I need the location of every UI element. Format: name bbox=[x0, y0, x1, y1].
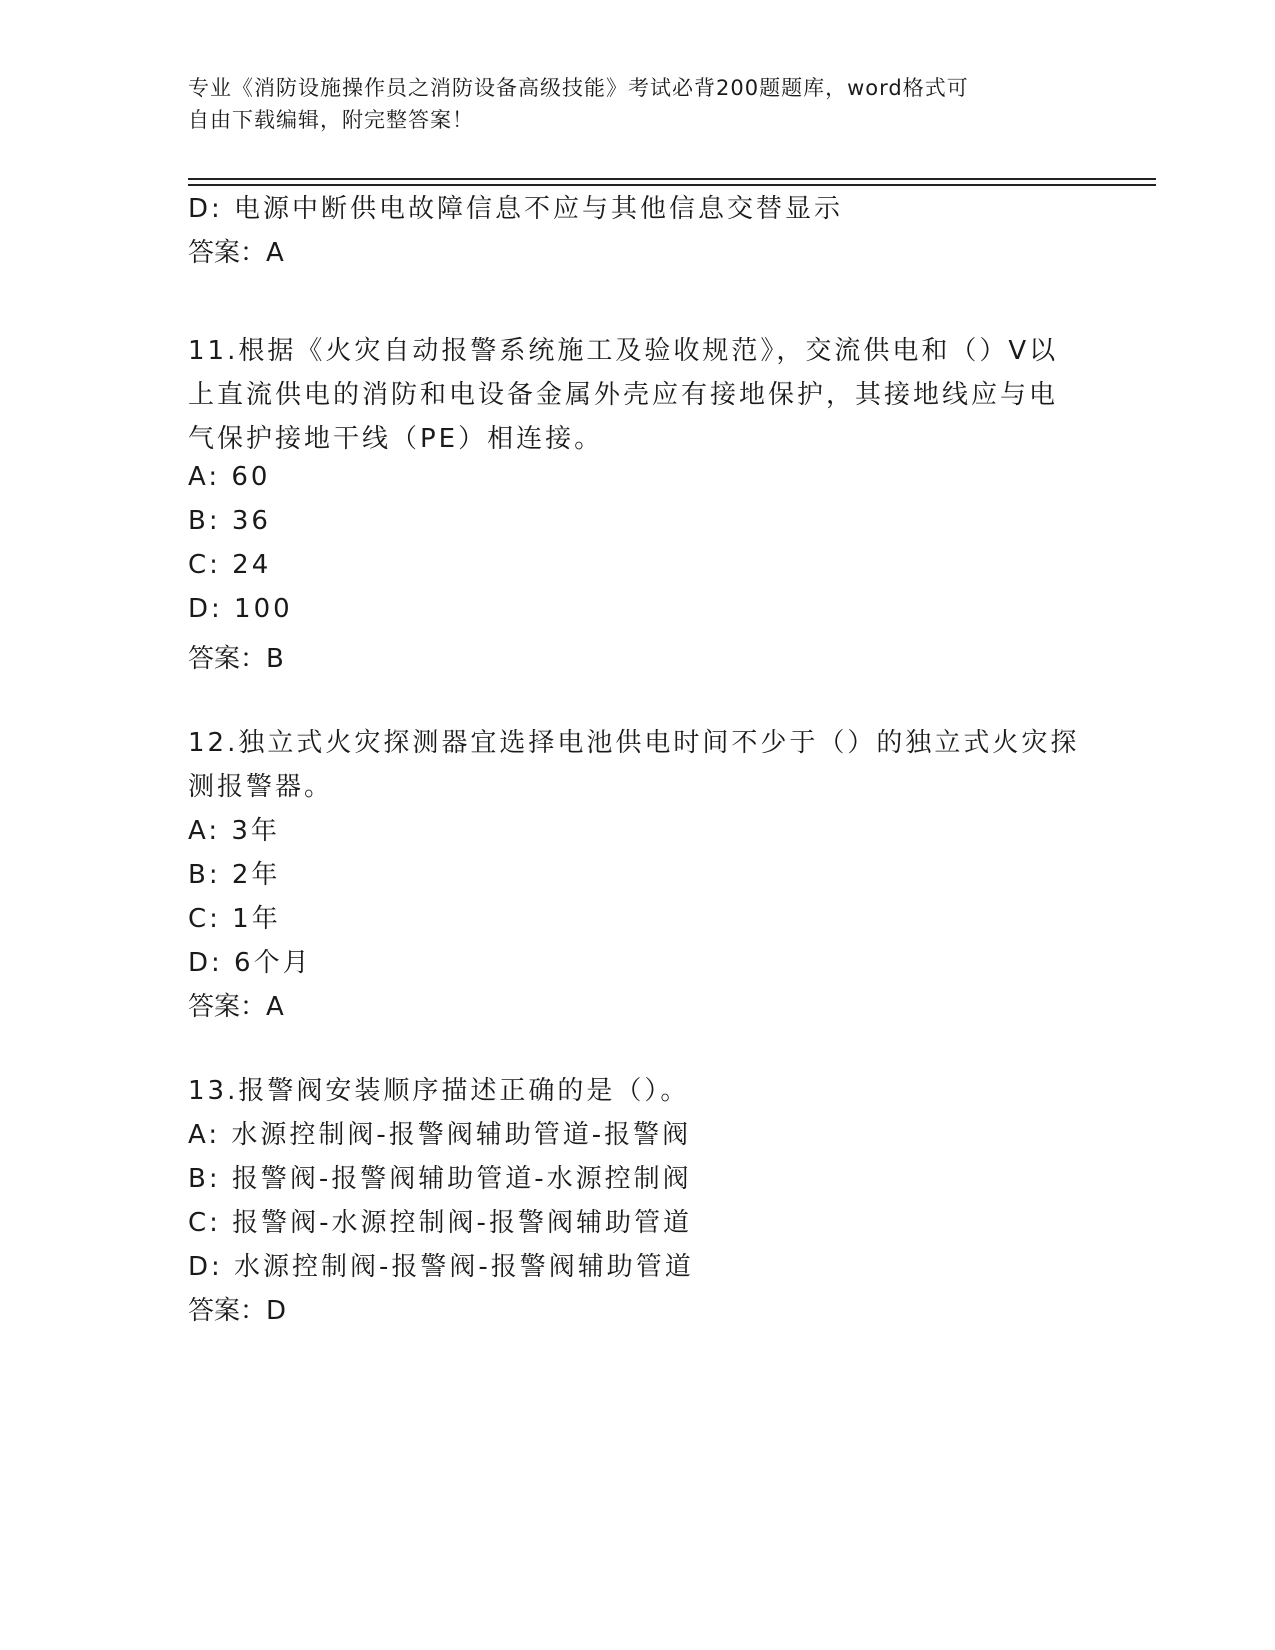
q13-option-c: C: 报警阀-水源控制阀-报警阀辅助管道 bbox=[188, 1208, 692, 1238]
header-divider-bottom bbox=[188, 184, 1156, 186]
q11-text-line-3: 气保护接地干线（PE）相连接。 bbox=[188, 424, 604, 454]
q11-option-a: A: 60 bbox=[188, 462, 271, 492]
q11-option-b: B: 36 bbox=[188, 506, 271, 536]
q12-answer: 答案：A bbox=[188, 992, 284, 1022]
q13-answer: 答案：D bbox=[188, 1296, 287, 1326]
q11-text-line-2: 上直流供电的消防和电设备金属外壳应有接地保护，其接地线应与电 bbox=[188, 380, 1059, 410]
q11-option-d: D: 100 bbox=[188, 594, 293, 624]
q13-option-a: A: 水源控制阀-报警阀辅助管道-报警阀 bbox=[188, 1120, 692, 1150]
q11-option-c: C: 24 bbox=[188, 550, 272, 580]
q12-option-b: B: 2年 bbox=[188, 860, 281, 890]
q12-option-a: A: 3年 bbox=[188, 816, 280, 846]
prev-answer: 答案：A bbox=[188, 238, 284, 268]
header-divider-top bbox=[188, 178, 1156, 180]
q12-text-line-2: 测报警器。 bbox=[188, 772, 334, 802]
q13-option-b: B: 报警阀-报警阀辅助管道-水源控制阀 bbox=[188, 1164, 692, 1194]
header-line-1: 专业《消防设施操作员之消防设备高级技能》考试必背200题题库，word格式可 bbox=[188, 76, 969, 100]
q11-text-line-1: 11.根据《火灾自动报警系统施工及验收规范》，交流供电和（）V以 bbox=[188, 336, 1059, 366]
header-line-2: 自由下载编辑，附完整答案！ bbox=[188, 108, 474, 132]
q12-text-line-1: 12.独立式火灾探测器宜选择电池供电时间不少于（）的独立式火灾探 bbox=[188, 728, 1080, 758]
q11-answer: 答案：B bbox=[188, 644, 284, 674]
document-header bbox=[188, 72, 1068, 136]
q13-option-d: D: 水源控制阀-报警阀-报警阀辅助管道 bbox=[188, 1252, 694, 1282]
q13-text-line-1: 13.报警阀安装顺序描述正确的是（）。 bbox=[188, 1076, 690, 1106]
prev-option-d: D: 电源中断供电故障信息不应与其他信息交替显示 bbox=[188, 194, 844, 224]
q12-option-d: D: 6个月 bbox=[188, 948, 312, 978]
q12-option-c: C: 1年 bbox=[188, 904, 281, 934]
